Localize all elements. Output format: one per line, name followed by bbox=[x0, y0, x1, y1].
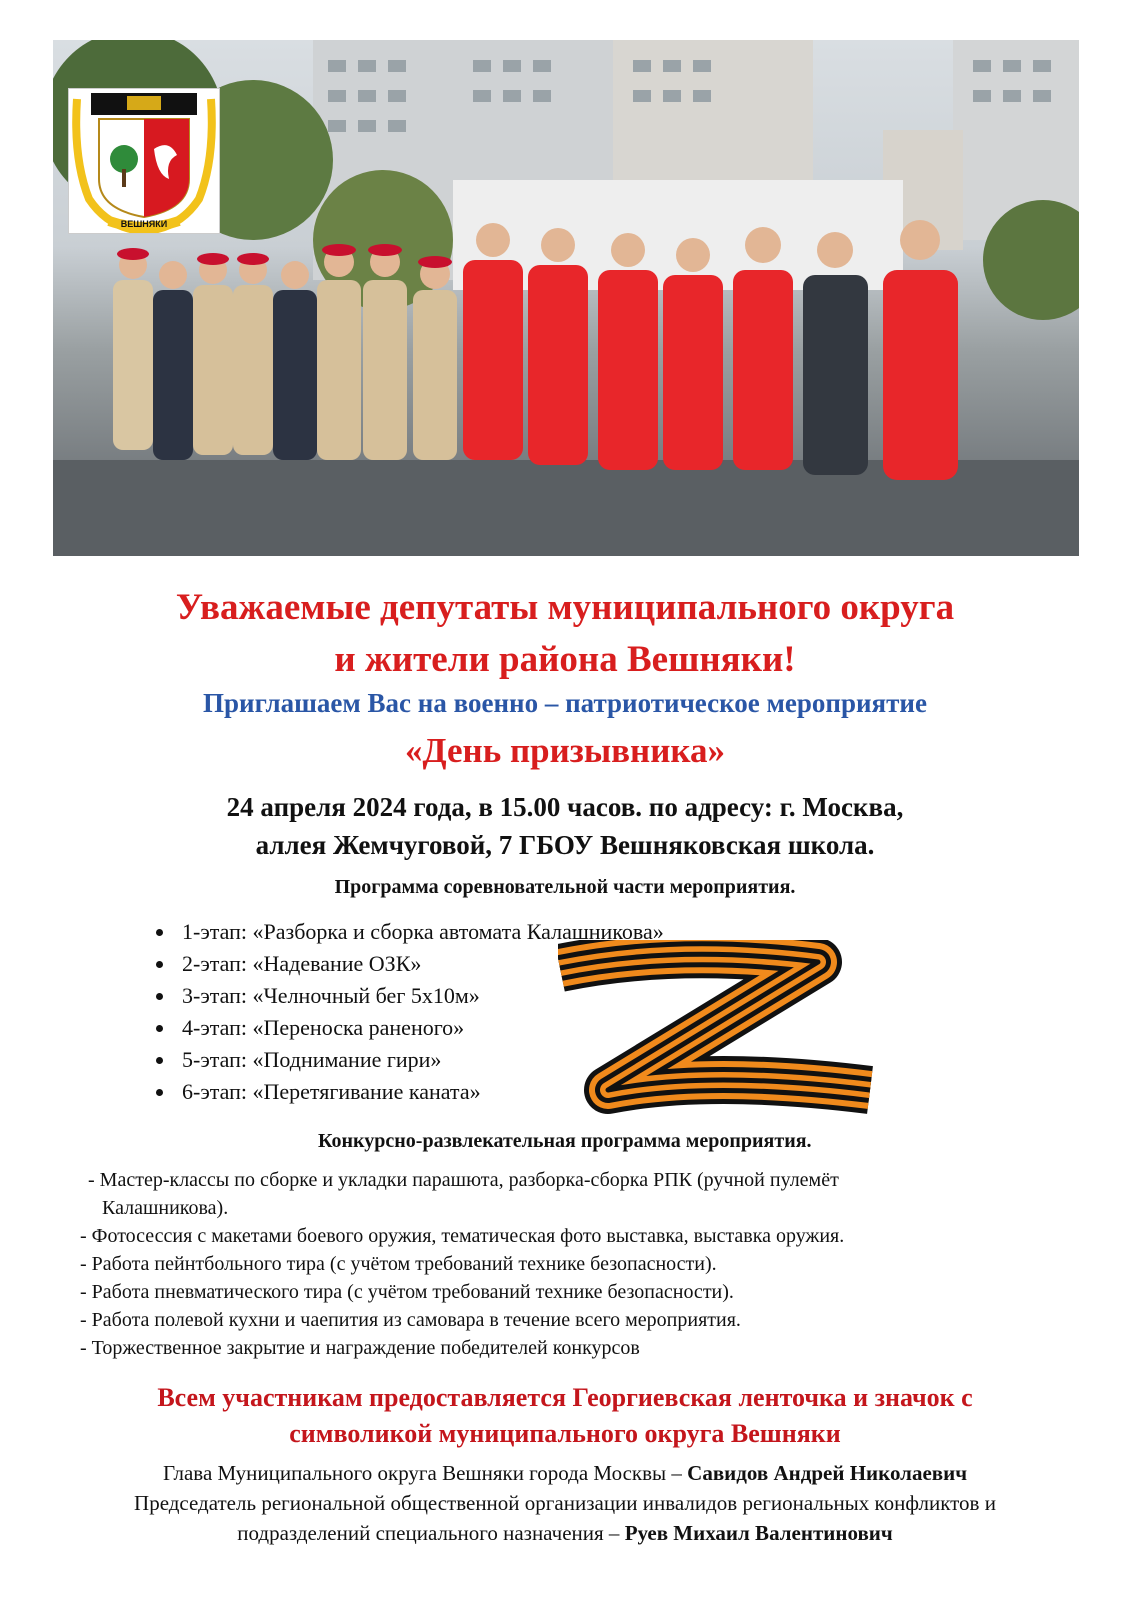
title-line-2: и жители района Вешняки! bbox=[334, 639, 796, 680]
page-title bbox=[0, 582, 1130, 686]
stage-item: • 6-этап: «Перетягивание каната» bbox=[176, 1076, 664, 1108]
chairman-name: Руев Михаил Валентинович bbox=[624, 1521, 893, 1545]
stage-item: • 3-этап: «Челночный бег 5х10м» bbox=[176, 980, 664, 1012]
signatories bbox=[0, 1458, 1130, 1548]
event-name: «День призывника» bbox=[404, 731, 726, 770]
entertainment-item: - Торжественное закрытие и награждение победителей конкурсов bbox=[80, 1337, 640, 1359]
address-line-1: 24 апреля 2024 года, в 15.00 часов. по адресу: г. Москва, bbox=[226, 792, 904, 822]
entertainment-item: - Мастер-классы по сборке и укладки парашюта, разборка-сборка РПК (ручной пулемёт bbox=[88, 1169, 839, 1191]
note-line-1: Всем участникам предоставляется Георгиевская ленточка и значок с bbox=[157, 1383, 973, 1412]
entertainment-item-continuation: Калашникова). bbox=[102, 1197, 229, 1219]
event-address bbox=[0, 788, 1130, 864]
st-george-ribbon-z-icon bbox=[558, 940, 874, 1134]
stage-item: • 5-этап: «Поднимание гири» bbox=[176, 1044, 664, 1076]
footer-line-1 bbox=[0, 1458, 1130, 1488]
stage-item: • 2-этап: «Надевание ОЗК» bbox=[176, 948, 664, 980]
address-line-2: аллея Жемчуговой, 7 ГБОУ Вешняковская школа. bbox=[255, 830, 875, 860]
entertainment-item: - Работа полевой кухни и чаепития из самовара в течение всего мероприятия. bbox=[80, 1309, 741, 1331]
entertainment-list bbox=[80, 1166, 1060, 1362]
footer-line-2: Председатель региональной общественной организации инвалидов региональных конфликтов и bbox=[134, 1491, 996, 1515]
head-title: Глава Муниципального округа Вешняки города Москвы – bbox=[162, 1461, 688, 1485]
footer-line-3 bbox=[0, 1518, 1130, 1548]
title-line-1: Уважаемые депутаты муниципального округа bbox=[175, 587, 955, 628]
chairman-title: подразделений специального назначения – bbox=[237, 1521, 625, 1545]
stage-item: • 4-этап: «Переноска раненого» bbox=[176, 1012, 664, 1044]
invitation-text: Приглашаем Вас на военно – патриотическое мероприятие bbox=[203, 688, 927, 718]
entertainment-title: Конкурсно-развлекательная программа мероприятия. bbox=[318, 1130, 812, 1152]
head-name: Савидов Андрей Николаевич bbox=[687, 1461, 968, 1485]
participants-note bbox=[0, 1380, 1130, 1452]
entertainment-item: - Работа пневматического тира (с учётом требований технике безопасности). bbox=[80, 1281, 734, 1303]
coat-of-arms-emblem bbox=[68, 88, 220, 234]
note-line-2: символикой муниципального округа Вешняки bbox=[289, 1419, 841, 1448]
coat-caption: ВЕШНЯКИ bbox=[120, 219, 168, 229]
entertainment-item: - Фотосессия с макетами боевого оружия, тематическая фото выставка, выставка оружия. bbox=[80, 1225, 845, 1247]
entertainment-item: - Работа пейнтбольного тира (с учётом требований технике безопасности). bbox=[80, 1253, 717, 1275]
competition-title: Программа соревновательной части мероприятия. bbox=[334, 876, 796, 898]
stage-item: • 1-этап: «Разборка и сборка автомата Калашникова» bbox=[176, 916, 664, 948]
